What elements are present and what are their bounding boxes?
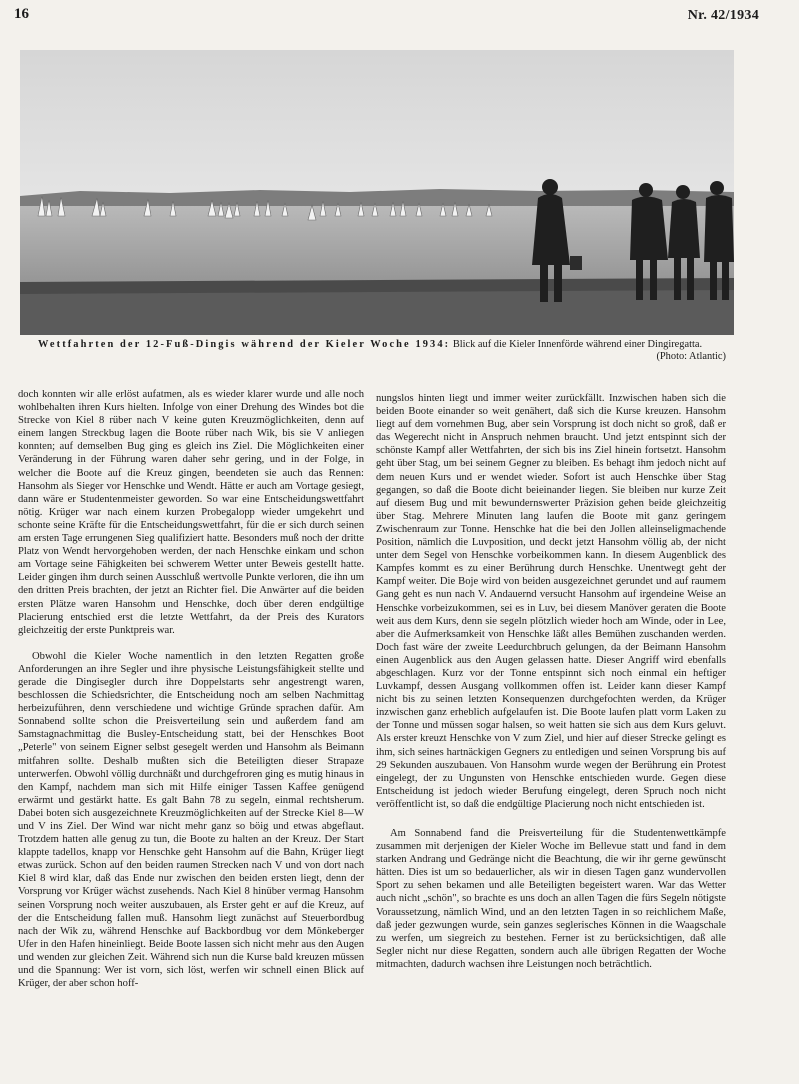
paragraph: Obwohl die Kieler Woche namentlich in den letzten Regatten große Anforderungen an ihre Segler und ihre physische Leistungsfähigkeit stellte und gerade die Dingisegler durch ihre Doppelstarts sehr angestrengt waren, beschlossen die Schiedsrichter, die Entscheidung noch am selben Nachmittag herbeizuführen, denn verschiedene und wichtige Gründe sprachen dafür. Am Sonnabend sollte schon die Preisverteilung sein und außerdem fand am Samstagnachmittag die Busley-Entscheidung statt, bei der Henschkes Boot „Peterle" von seinem Eigner selbst gesegelt werden und Hansohm als Beimann mitfahren sollte. Deshalb mußten sich die Beteiligten dieser Strapaze unterwerfen. Obwohl völlig durchnäßt und durchgefroren ging es mutig hinaus in den Kampf, nachdem man sich mit Hilfe einiger Tassen Kaffee genügend erwärmt und gestärkt hatte. Es galt Bahn 78 zu segeln, einmal rechtsherum. Dabei boten sich ausgezeichnete Kreuzmöglichkeiten auf der Strecke Kiel 8—W und V ins Ziel. Der Wind war nicht mehr ganz so böig und etwas abgeflaut. Trotzdem hatten alle genug zu tun, die Boote zu halten an der Kreuz. Der Start klappte tadellos, knapp vor Henschke geht Hansohm auf die Bahn, Krüger liegt etwas zurück. Schon auf den beiden raumen Strecken nach V und von dort nach Kiel 8 wird klar, daß das Ende nur zwischen den beiden ersten liegt, denn der Vorsprung vor Krüger wächst zusehends. Nach Kiel 8 hinüber vermag Hansohm seinen Vorsprung noch weiter auszubauen, als Erster geht er auf die Kreuz, auf der die Entscheidung fallen muß. Hansohm liegt zunächst auf Steuerbordbug nach der Wik zu, während Henschke auf Backbordbug vor dem Mönkeberger Ufer in den Hafen hineinliegt. Beide Boote lassen sich nicht mehr aus den Augen und wenden zur gleichen Zeit. Während sich nun die Kurse bald kreuzen müssen und die Spannung: Wer ist vorn, sich löst, werfen wir schnell einen Blick auf Krüger, der aber schon hoff-	[18, 650, 364, 990]
paragraph: doch konnten wir alle erlöst aufatmen, als es wieder klarer wurde und alle noch wohlbehalten ihren Kurs hielten. Infolge von einer Drehung des Windes bot die Strecke von Kiel 8 rüber nach V keine guten Kreuzmöglichkeiten, denn auf einem langen Streckbug lagen die Boote rüber nach Wik, bis sie V anliegen konnten; auf demselben Bug ging es gleich ins Ziel. Die Möglichkeiten einer Veränderung in der Führung waren daher sehr gering, und in der Folge, in welcher die Boote auf die Kreuz gingen, beendeten sie auch das Rennen: Hansohm als Sieger vor Henschke und Wendt. Hätte er auch am Vortage gesiegt, dann wäre er Studentenmeister geworden. So war eine Entscheidungswettfahrt nötig. Krüger war nach einem kurzen Probegalopp wieder umgekehrt und schonte seine Kräfte für die Entscheidungswettfahrt, für die er sich durch seinen am ersten Tage errungenen Sieg qualifiziert hatte. Besonders muß noch der dritte Platz von Wendt hervorgehoben werden, der nach Henschke einkam und schon am Vortage seine Fähigkeiten bei schwerem Wetter unter Beweis gestellt hatte. Leider gingen ihm durch seinen Ausschluß wertvolle Punkte verloren, die ihn um den dritten Preis brachten, der jetzt an Richter fiel. Die Anwärter auf die beiden ersten Plätze waren Hansohm und Henschke, doch über deren endgültige Placierung entschied erst die letzte Wettfahrt, da der Preis des Kurators gleichzeitig der erste Punktpreis war.	[18, 389, 364, 636]
left-column	[18, 388, 364, 990]
issue-number: Nr. 42/1934	[687, 8, 759, 23]
right-column	[376, 392, 726, 971]
page-number: 16	[14, 6, 29, 22]
caption-title: Wettfahrten der 12-Fuß-Dingis während der Kieler Woche 1934:	[38, 339, 451, 350]
paragraph: Am Sonnabend fand die Preisverteilung für die Studentenwettkämpfe zusammen mit derjenigen der Kieler Woche im Bellevue statt und fand in dem starken Andrang und Gedränge nicht die Beachtung, die wir ihr gerne gewünscht hätten. Dies ist um so bedauerlicher, als wir in diesen Tagen ganz wundervollen Sport zu sehen bekamen und alle Beteiligten begeistert waren. War das Wetter auch nicht „schön", so brachte es uns doch an allen Tagen die fürs Segeln nötigste Voraussetzung, nämlich Wind, und an den letzten Tagen in so reichlichem Maße, daß jeder gezwungen wurde, sein ganzes seglerisches Können in die Waagschale zu werfen, um siegreich zu bestehen. Ferner ist zu berücksichtigen, daß alle Segler nicht nur diese Regatten, sondern auch alle übrigen Regatten der Woche mitmachten, dadurch wachsen ihre Leistungen noch beträchtlich.	[376, 828, 726, 970]
paragraph: nungslos hinten liegt und immer weiter zurückfällt. Inzwischen haben sich die beiden Boote einander so weit genähert, daß sich die Kurse kreuzen. Hansohm liegt auf dem vornehmen Bug, aber sein Vorsprung ist doch nicht so groß, daß er das Wegerecht nicht in Anspruch nehmen braucht. Und jetzt entspinnt sich der schönste Kampf aller Wettfahrten, der sich bis ins Ziel hinein fortsetzt. Hansohm geht über Stag, um bei seinem Gegner zu bleiben. Es behagt ihm jedoch nicht auf dem neuen Kurs und er wendet wieder. Sofort ist auch Henschke über Stag gegangen, so daß die Boote dicht beieinander liegen. Sie bleiben nur kurze Zeit auf diesem Bug und mit bewundernswerter Präzision gehen beide gleichzeitig über Stag. Mehrere Minuten lang laufen die Boote mit ganz geringem Zwischenraum zur Tonne. Henschke hat die bei den Jollen alleinseligmachende Position, nämlich die Luvposition, und deckt jetzt Hansohm völlig ab, der nicht unter dem Segel von Henschke vorbeikommen kann. In diesem Augenblick des Kampfes kommt es zu einer Berührung durch Henschke. Unentwegt geht der Kampf weiter. Die Boje wird von beiden ausgezeichnet gerundet und auf raumem Gang geht es nun nach V. Andauernd versucht Hansohm auf irgendeine Weise an Henschke vorbeizukommen, sei es in Luv, bei diesem Manöver geraten die Boote weit aus dem Kurs, denn sie segeln plötzlich wieder hoch am Winde, oder in Lee, aber die Aufmerksamkeit von Henschke läßt alles Bemühen zuschanden werden. Doch fast wäre der zweite Leedurchbruch gelungen, da der Beimann Hansohm einen Augenblick aus den Augen gelassen hatte. Dieser Angriff wird ebenfalls abgeschlagen. Kurz vor der Tonne entspinnt sich noch einmal ein heftiger Luvkampf, dessen Ausgang vollkommen offen ist. Leider kann dieser Kampf nicht bis zu seinen letzten Konsequenzen durchgefochten werden, da Krüger inzwischen ganz erheblich aufgelaufen ist. Die Boote laufen platt vorm Laken zu der Tonne und müssen sogar halsen, so weit hatten sie sich aus dem Kurs geluvt. Als erster kreuzt Henschke von V zum Ziel, und hier auf dieser Strecke gelingt es ihm, sich seines hartnäckigen Gegners zu entledigen und seinen Vorsprung bis auf 29 Sekunden auszubauen. Von Hansohm wurde wegen der Berührung ein Protest eingelegt, der zu Ungunsten von Henschke entschieden wurde. Gegen diese Entscheidung ist jedoch wieder Berufung eingelegt, deren Spruch noch nicht veröffentlicht ist, so daß die endgültige Placierung noch nicht entschieden ist.	[376, 393, 726, 810]
regatta-photo	[20, 50, 734, 335]
photo-credit: (Photo: Atlantic)	[656, 351, 726, 362]
photo-caption	[38, 339, 726, 363]
caption-text: Blick auf die Kieler Innenförde während einer Dingiregatta.	[450, 339, 703, 350]
